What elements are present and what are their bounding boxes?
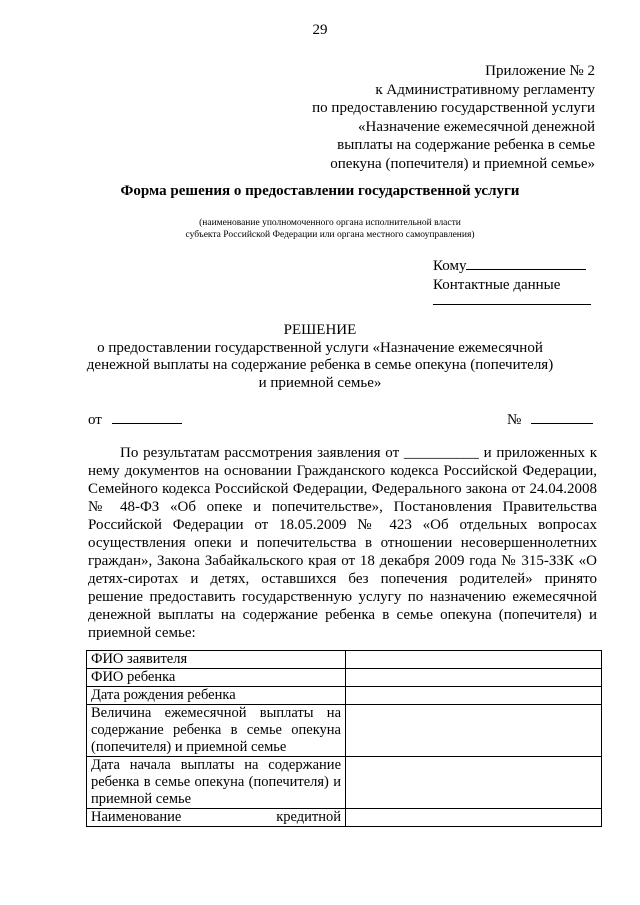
recipient-block — [433, 257, 598, 295]
row-value[interactable] — [346, 651, 602, 669]
row-label: Величина ежемесячной выплаты на содержание ребенка в семье опекуна (попечителя) и приемной семье — [87, 705, 346, 757]
row-label: ФИО ребенка — [87, 669, 346, 687]
info-table — [86, 650, 602, 827]
appendix-line: по предоставлению государственной услуги — [312, 100, 595, 116]
appendix-line: выплаты на содержание ребенка в семье — [337, 137, 595, 153]
appendix-line: к Административному регламенту — [375, 81, 595, 98]
row-label: Дата рождения ребенка — [87, 687, 346, 705]
row-value[interactable] — [346, 687, 602, 705]
table-row — [87, 757, 602, 809]
page-number: 29 — [312, 22, 328, 38]
row-value[interactable] — [346, 705, 602, 757]
number-field[interactable] — [531, 423, 593, 424]
table-row — [87, 651, 602, 669]
authority-note-line: субъекта Российской Федерации или органа местного самоуправления) — [185, 230, 475, 240]
table-row — [87, 705, 602, 757]
row-value[interactable] — [346, 809, 602, 827]
recipient-to-field[interactable] — [466, 269, 586, 270]
decision-subtitle: о предоставлении государственной услуги «Назначение ежемесячной денежной выплаты на содержание ребенка в семье опекуна (попечителя) и приемной семье» — [86, 339, 554, 391]
authority-note — [150, 217, 510, 241]
decision-heading — [85, 322, 555, 392]
body-text: По результатам рассмотрения заявления от __________ и приложенных к нему документов на основании Гражданского кодекса Российской Федерации, Семейного кодекса Российской Федерации, Федерального закона от 24.04.2008 № 48-ФЗ «Об опеке и попечительстве», Постановления Правительства Российской Федерации от 18.05.2009 № 423 «Об отдельных вопросах осуществления опеки и попечительства в отношении несовершеннолетних граждан», Закона Забайкальского края от 18 декабря 2009 года № 315-ЗЗК «О детях-сиротах и детях, оставшихся без попечения родителей» принято решение предоставить государственную услугу по назначению ежемесячной денежной выплаты на содержание ребенка в семье опекуна (попечителя) и приемной семье: — [88, 445, 597, 641]
body-paragraph — [88, 444, 597, 642]
date-row — [88, 412, 182, 429]
date-field[interactable] — [112, 423, 182, 424]
row-label: Наименование кредитной — [87, 809, 346, 827]
authority-note-line: (наименование уполномоченного органа исполнительной власти — [199, 218, 461, 228]
row-label: Дата начала выплаты на содержание ребенка в семье опекуна (попечителя) и приемной семье — [87, 757, 346, 809]
number-row — [507, 412, 593, 429]
number-label: № — [507, 412, 522, 428]
recipient-contact-label: Контактные данные — [433, 277, 561, 293]
recipient-contact-field[interactable] — [433, 304, 591, 305]
form-title: Форма решения о предоставлении государственной услуги — [120, 183, 520, 199]
row-value[interactable] — [346, 757, 602, 809]
from-label: от — [88, 412, 102, 428]
row-label: ФИО заявителя — [87, 651, 346, 669]
appendix-line: опекуна (попечителя) и приемной семье» — [330, 155, 595, 172]
table-row — [87, 687, 602, 705]
recipient-to-row — [433, 257, 598, 276]
appendix-line: «Назначение ежемесячной денежной — [358, 118, 595, 135]
recipient-to-label: Кому — [433, 258, 467, 274]
table-row — [87, 809, 602, 827]
appendix-line: Приложение № 2 — [485, 63, 595, 79]
appendix-header — [275, 62, 595, 173]
table-row — [87, 669, 602, 687]
row-value[interactable] — [346, 669, 602, 687]
decision-title: РЕШЕНИЕ — [283, 322, 357, 338]
